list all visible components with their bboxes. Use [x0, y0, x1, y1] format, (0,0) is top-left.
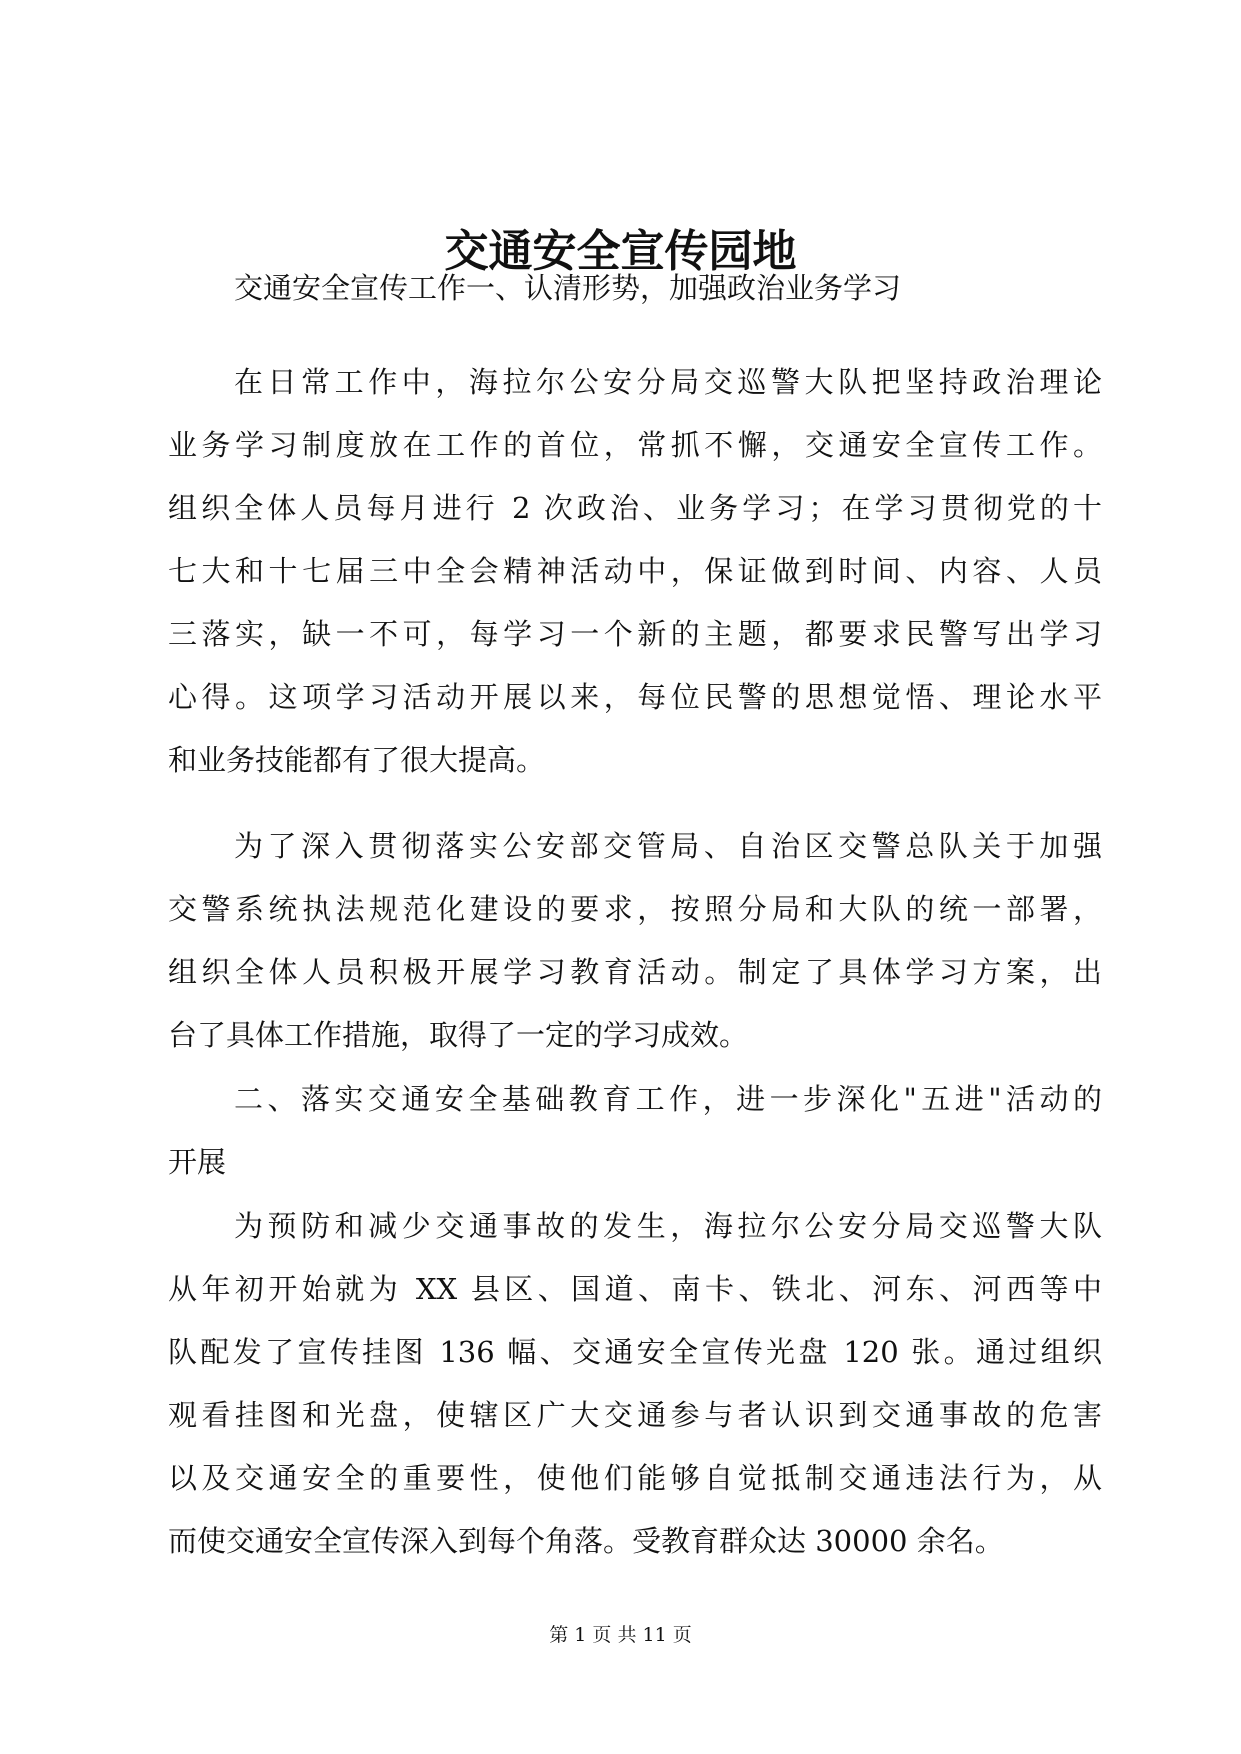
text-line: 二、落实交通安全基础教育工作，进一步深化"五进"活动的 — [234, 1082, 1102, 1116]
paragraph-standardization — [168, 815, 1102, 1067]
text-line: 三落实，缺一不可，每学习一个新的主题，都要求民警写出学习 — [168, 617, 1102, 651]
paragraph-accident-prevention — [168, 1195, 1102, 1573]
text-line: 在日常工作中，海拉尔公安分局交巡警大队把坚持政治理论 — [234, 365, 1102, 399]
text-line: 开展 — [168, 1145, 227, 1179]
paragraph-section-two-heading — [168, 1068, 1102, 1194]
text-line: 队配发了宣传挂图 136 幅、交通安全宣传光盘 120 张。通过组织 — [168, 1335, 1102, 1369]
text-line: 业务学习制度放在工作的首位，常抓不懈，交通安全宣传工作。 — [168, 428, 1102, 462]
page-footer: 第 1 页 共 11 页 — [549, 1624, 692, 1646]
text-line: 七大和十七届三中全会精神活动中，保证做到时间、内容、人员 — [168, 554, 1102, 588]
text-line: 观看挂图和光盘，使辖区广大交通参与者认识到交通事故的危害 — [168, 1398, 1102, 1432]
text-line: 以及交通安全的重要性，使他们能够自觉抵制交通违法行为，从 — [168, 1461, 1102, 1495]
text-line: 交警系统执法规范化建设的要求，按照分局和大队的统一部署， — [168, 892, 1102, 926]
text-line: 从年初开始就为 XX 县区、国道、南卡、铁北、河东、河西等中 — [168, 1272, 1102, 1306]
text-line: 和业务技能都有了很大提高。 — [168, 743, 546, 777]
text-line: 为预防和减少交通事故的发生，海拉尔公安分局交巡警大队 — [234, 1209, 1102, 1243]
text-line: 心得。这项学习活动开展以来，每位民警的思想觉悟、理论水平 — [168, 680, 1102, 714]
document-title: 交通安全宣传园地 — [444, 226, 797, 277]
paragraph-study — [168, 351, 1102, 792]
text-line: 为了深入贯彻落实公安部交管局、自治区交警总队关于加强 — [234, 829, 1102, 863]
text-line: 组织全体人员每月进行 2 次政治、业务学习；在学习贯彻党的十 — [168, 491, 1102, 525]
text-line: 台了具体工作措施，取得了一定的学习成效。 — [168, 1018, 749, 1052]
text-line: 而使交通安全宣传深入到每个角落。受教育群众达 30000 余名。 — [168, 1524, 1004, 1558]
text-line: 组织全体人员积极开展学习教育活动。制定了具体学习方案，出 — [168, 955, 1102, 989]
paragraph-subtitle — [168, 257, 1102, 320]
text-line: 交通安全宣传工作一、认清形势，加强政治业务学习 — [234, 271, 902, 305]
